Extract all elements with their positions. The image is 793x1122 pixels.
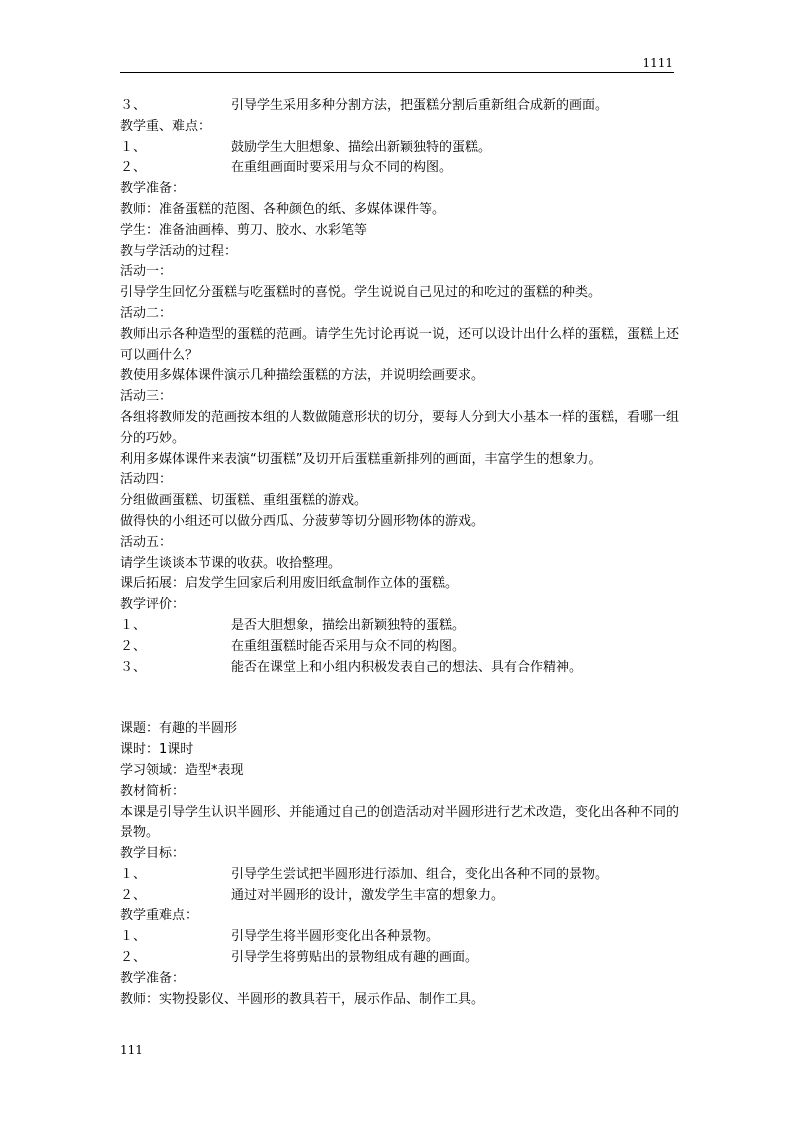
paragraph: 做得快的小组还可以做分西瓜、分菠萝等切分圆形物体的游戏。 [120,513,485,529]
activity-heading: 活动三： [120,389,173,405]
section-heading: 教学目标： [120,846,186,862]
section-heading: 教学准备： [120,970,186,986]
section-heading: 教与学活动的过程： [120,243,238,259]
list-text: 能否在课堂上和小组内积极发表自己的想法、具有合作精神。 [231,659,583,675]
paragraph: 本课是引导学生认识半圆形、并能通过自己的创造活动对半圆形进行艺术改造，变化出各种不同的景物。 [120,804,680,841]
list-item [120,658,680,679]
section-heading: 教学评价： [120,597,186,613]
paragraph: 教师：准备蛋糕的范图、各种颜色的纸、多媒体课件等。 [120,201,446,217]
activity-heading: 活动四： [120,472,173,488]
lesson-topic: 课题：有趣的半圆形 [120,721,238,737]
activity-heading: 活动二： [120,305,173,321]
list-number: ２、 [120,950,147,966]
paragraph: 请学生谈谈本节课的收获。收拾整理。 [120,555,342,571]
document-body [120,96,680,1010]
paragraph: 教使用多媒体课件演示几种描绘蛋糕的方法，并说明绘画要求。 [120,368,485,384]
list-item [120,865,680,886]
activity-heading: 活动一： [120,264,173,280]
list-item [120,948,680,969]
list-number: １、 [120,929,147,945]
paragraph: 利用多媒体课件来表演“切蛋糕”及切开后蛋糕重新排列的画面，丰富学生的想象力。 [120,451,602,467]
paragraph: 各组将教师发的范画按本组的人数做随意形状的切分，要每人分到大小基本一样的蛋糕，看哪一组分的巧妙。 [120,409,680,446]
list-text: 引导学生采用多种分割方法，把蛋糕分割后重新组合成新的画面。 [231,98,609,113]
list-text: 引导学生将半圆形变化出各种景物。 [231,929,440,945]
list-text: 在重组画面时要采用与众不同的构图。 [231,160,453,176]
section-heading: 教学重、难点： [120,118,212,134]
list-text: 鼓励学生大胆想象、描绘出新颖独特的蛋糕。 [231,139,492,155]
paragraph: 教师：实物投影仪、半圆形的教具若干，展示作品、制作工具。 [120,991,485,1007]
header-rule [120,72,674,73]
list-text: 在重组蛋糕时能否采用与众不同的构图。 [231,638,466,654]
list-item [120,616,680,637]
list-item [120,138,680,159]
list-item [120,158,680,179]
activity-heading: 活动五： [120,534,173,550]
paragraph: 课后拓展：启发学生回家后利用废旧纸盒制作立体的蛋糕。 [120,576,459,592]
list-number: ２、 [120,887,147,903]
paragraph: 分组做画蛋糕、切蛋糕、重组蛋糕的游戏。 [120,493,368,509]
paragraph: 引导学生回忆分蛋糕与吃蛋糕时的喜悦。学生说说自己见过的和吃过的蛋糕的种类。 [120,285,602,301]
list-text: 通过对半圆形的设计，激发学生丰富的想象力。 [231,887,505,903]
list-text: 引导学生将剪贴出的景物组成有趣的画面。 [231,950,479,966]
header-page-number: 1111 [642,56,673,70]
list-item [120,637,680,658]
lesson-field: 学习领域：造型*表现 [120,762,244,778]
list-item [120,927,680,948]
section-gap [120,678,680,719]
footer-page-number: 111 [120,1043,143,1057]
list-text: 是否大胆想象，描绘出新颖独特的蛋糕。 [231,617,466,633]
list-number: ３、 [120,659,147,675]
section-heading: 教学准备： [120,181,186,197]
list-number: ２、 [120,638,147,654]
list-number: ２、 [120,160,147,176]
section-heading: 教材简析： [120,783,186,799]
list-number: ３、 [120,98,147,113]
paragraph: 学生：准备油画棒、剪刀、胶水、水彩笔等 [120,222,368,238]
list-item [120,96,680,117]
list-text: 引导学生尝试把半圆形进行添加、组合，变化出各种不同的景物。 [231,866,609,882]
section-heading: 教学重难点： [120,908,199,924]
list-number: １、 [120,617,147,633]
paragraph: 教师出示各种造型的蛋糕的范画。请学生先讨论再说一说，还可以设计出什么样的蛋糕，蛋糕上还可以画什么？ [120,326,680,363]
list-number: １、 [120,139,147,155]
list-number: １、 [120,866,147,882]
lesson-hours: 课时：1课时 [120,742,194,758]
list-item [120,886,680,907]
